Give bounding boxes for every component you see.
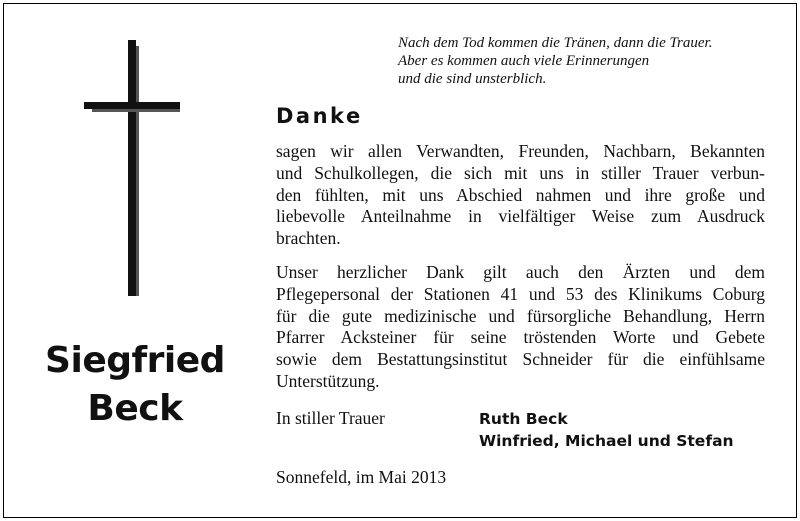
paragraph-line: Pfarrer Acksteiner für seine tröstenden Worte und Gebete [276, 327, 765, 348]
thanks-heading: Danke [276, 104, 363, 128]
paragraph-line: und Schulkollegen, die sich mit uns in stiller Trauer verbun- [276, 162, 765, 183]
paragraph-line: Unser herzlicher Dank gilt auch den Ärzten und dem [276, 262, 765, 282]
paragraph-line: Pflegepersonal der Stationen 41 und 53 des Klinikums Coburg [276, 283, 765, 304]
quote-line: Nach dem Tod kommen die Tränen, dann die Trauer. [398, 35, 713, 51]
memorial-quote [398, 34, 788, 88]
paragraph-line: den fühlten, mit uns Abschied nahmen und ihre große und [276, 184, 765, 205]
deceased-first-name: Siegfried [45, 340, 225, 381]
place-date: Sonnefeld, im Mai 2013 [276, 467, 447, 487]
quote-line: Aber es kommen auch viele Erinnerungen [398, 53, 650, 69]
deceased-last-name: Beck [87, 388, 183, 429]
signer-name: Winfried, Michael und Stefan [479, 432, 734, 450]
paragraph-line: sowie dem Bestattungsinstitut Schneider für die einfühlsame [276, 349, 765, 370]
paragraph-line: sagen wir allen Verwandten, Freunden, Nachbarn, Bekannten [276, 141, 765, 161]
acknowledgement-paragraph [276, 262, 765, 393]
thanks-paragraph [276, 141, 765, 250]
paragraph-line: liebevolle Anteilnahme in vielfältiger Weise zum Ausdruck [276, 206, 765, 227]
signer-name: Ruth Beck [479, 410, 568, 428]
paragraph-line: brachten. [276, 228, 341, 249]
closing-phrase: In stiller Trauer [276, 408, 385, 428]
cross-icon [84, 40, 184, 300]
paragraph-line: für die gute medizinische und fürsorgliche Behandlung, Herrn [276, 305, 765, 326]
signers [479, 408, 734, 452]
quote-line: und die sind unsterblich. [398, 71, 547, 87]
paragraph-line: Unterstützung. [276, 370, 380, 391]
